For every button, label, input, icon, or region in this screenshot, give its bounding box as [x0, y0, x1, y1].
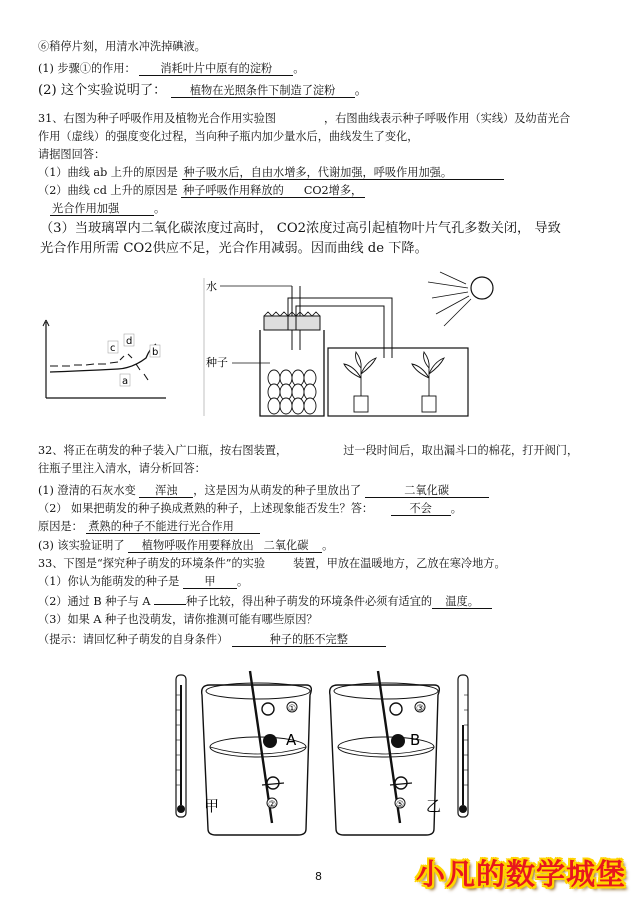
- label: (1) 步骤①的作用：: [38, 62, 136, 75]
- label: （2） 如果把萌发的种子换成煮熟的种子，上述现象能否发生？答：: [38, 502, 374, 515]
- answer: 消耗叶片中原有的淀粉: [139, 62, 293, 76]
- label: （1）曲线 ab 上升的原因是: [38, 166, 178, 179]
- text: 作用（虚线）的强度变化过程，当向种子瓶内加少量水后，曲线发生了变化，: [38, 130, 419, 143]
- q31-3-line2: [40, 240, 428, 257]
- q33-hint: [38, 633, 386, 647]
- text: （3）如果 A 种子也没萌发，请你推测可能有哪些原因？: [38, 613, 318, 626]
- germination-beakers-figure: [170, 665, 480, 840]
- label-jia: 甲: [204, 797, 220, 815]
- q32-intro-1: [38, 444, 578, 458]
- text: （3）当玻璃罩内二氧化碳浓度过高时， CO2浓度过高引起植物叶片气孔多数关闭， 导致: [40, 221, 561, 236]
- punct: 。: [293, 62, 305, 75]
- answer: 种子吸水后，自由水增多，代谢加强，呼吸作用加强。: [182, 166, 504, 180]
- label-1: ①: [288, 704, 297, 714]
- q-step1-purpose: [38, 62, 304, 76]
- label-yi: 乙: [426, 797, 442, 815]
- answer: 光合作用加强: [50, 202, 154, 216]
- q33-intro: [38, 557, 506, 571]
- sun-icon: [471, 277, 493, 299]
- q31-intro-1: [38, 112, 570, 126]
- label-c: c: [110, 343, 116, 354]
- text: 31、右图为种子呼吸作用及植物光合作用实验图: [38, 112, 276, 125]
- punct: 。: [450, 502, 462, 515]
- answer: 种子的胚不完整: [232, 633, 386, 647]
- q32-2-reason: [38, 520, 260, 534]
- text: ，这是因为从萌发的种子里放出了: [193, 484, 362, 497]
- answer: 不会: [391, 502, 451, 516]
- label: （1）你认为能萌发的种子是: [38, 575, 180, 588]
- punct: 。: [354, 83, 368, 98]
- answer: 二氧化碳: [365, 484, 489, 498]
- label-b: b: [152, 347, 159, 358]
- strength-curve-graph: [38, 318, 168, 403]
- q33-1: [38, 575, 248, 589]
- photosynthesis-curve-dashed: [50, 354, 148, 380]
- page-number: 8: [315, 870, 322, 883]
- text: 请据图回答：: [38, 148, 106, 161]
- thermometer-right: [458, 675, 468, 817]
- step-6-line: [38, 40, 206, 54]
- seed-plant-apparatus: [200, 268, 510, 423]
- text: 种子比较，得出种子萌发的环境条件必须有适宜的: [185, 595, 433, 608]
- answer: 煮熟的种子不能进行光合作用: [86, 520, 260, 534]
- text: 过一段时间后，取出漏斗口的棉花，打开阀门，: [343, 444, 579, 457]
- label-seed-a: A: [286, 731, 297, 749]
- label-2: ②: [268, 800, 277, 810]
- punct: 。: [154, 202, 166, 215]
- answer: 甲: [183, 575, 237, 589]
- answer: 植物呼吸作用要释放出: [141, 539, 254, 552]
- watermark-logo: 小凡的数学城堡: [415, 857, 626, 891]
- answer: CO2增多，: [303, 184, 363, 197]
- label: 原因是：: [38, 520, 83, 533]
- q31-2-cont: [50, 202, 165, 216]
- text: 往瓶子里注入清水，请分析回答：: [38, 462, 206, 475]
- q32-intro-2: [38, 462, 206, 476]
- label-water: 水: [206, 280, 217, 293]
- q33-2: [38, 595, 492, 609]
- label-3: ③: [416, 704, 425, 714]
- label-a: a: [122, 376, 129, 387]
- text: ，右图曲线表示种子呼吸作用（实线）及幼苗光合: [324, 112, 571, 125]
- q31-intro-2: [38, 130, 418, 144]
- beaker-yi: [330, 671, 441, 835]
- text: 装置，甲放在温暖地方，乙放在寒冷地方。: [293, 557, 506, 570]
- label-seed: 种子: [206, 356, 228, 369]
- beaker-jia: [202, 671, 312, 835]
- label-seed-b: B: [410, 731, 421, 749]
- step-6-text: ⑥稍停片刻，用清水冲洗掉碘液。: [38, 40, 206, 53]
- label: （提示：请回忆种子萌发的自身条件）: [38, 633, 229, 646]
- q32-1: [38, 484, 489, 498]
- label: (2) 这个实验说明了：: [38, 83, 167, 98]
- answer: 种子呼吸作用释放的: [183, 184, 284, 197]
- answer: 二氧化碳: [263, 539, 309, 552]
- jar-stopper: [264, 316, 320, 330]
- label: (1) 澄清的石灰水变: [38, 484, 136, 497]
- q31-3-line1: [40, 220, 561, 237]
- glass-cover: [328, 348, 468, 416]
- label-d: d: [126, 336, 133, 347]
- label: （2）曲线 cd 上升的原因是: [38, 184, 178, 197]
- label: (3) 该实验证明了: [38, 539, 125, 552]
- punct: 。: [322, 539, 334, 552]
- label-5: ⑤: [396, 800, 405, 810]
- q32-3: [38, 539, 333, 553]
- label: （2）通过 B 种子与 A: [38, 595, 151, 608]
- text: 32、将正在萌发的种子装入广口瓶，按右图装置，: [38, 444, 288, 457]
- respiration-curve-solid: [50, 344, 159, 372]
- thermometer-left: [176, 675, 186, 817]
- q31-intro-3: [38, 148, 105, 162]
- answer: 浑浊: [139, 484, 193, 498]
- seeds: [268, 370, 316, 414]
- seedlings: [344, 352, 444, 412]
- answer: 植物在光照条件下制造了淀粉: [171, 84, 355, 98]
- punct: 。: [236, 575, 249, 588]
- text: 33、下图是“探究种子萌发的环境条件”的实验: [38, 557, 266, 570]
- text: 光合作用所需 CO2供应不足，光合作用减弱。因而曲线 de 下降。: [40, 241, 428, 256]
- q-conclusion: [38, 82, 368, 99]
- q31-1: [38, 166, 504, 180]
- light-rays: [428, 272, 471, 326]
- answer: 温度。: [432, 595, 492, 609]
- q33-3: [38, 613, 318, 627]
- q31-2: [38, 184, 365, 198]
- q32-2: [38, 502, 462, 516]
